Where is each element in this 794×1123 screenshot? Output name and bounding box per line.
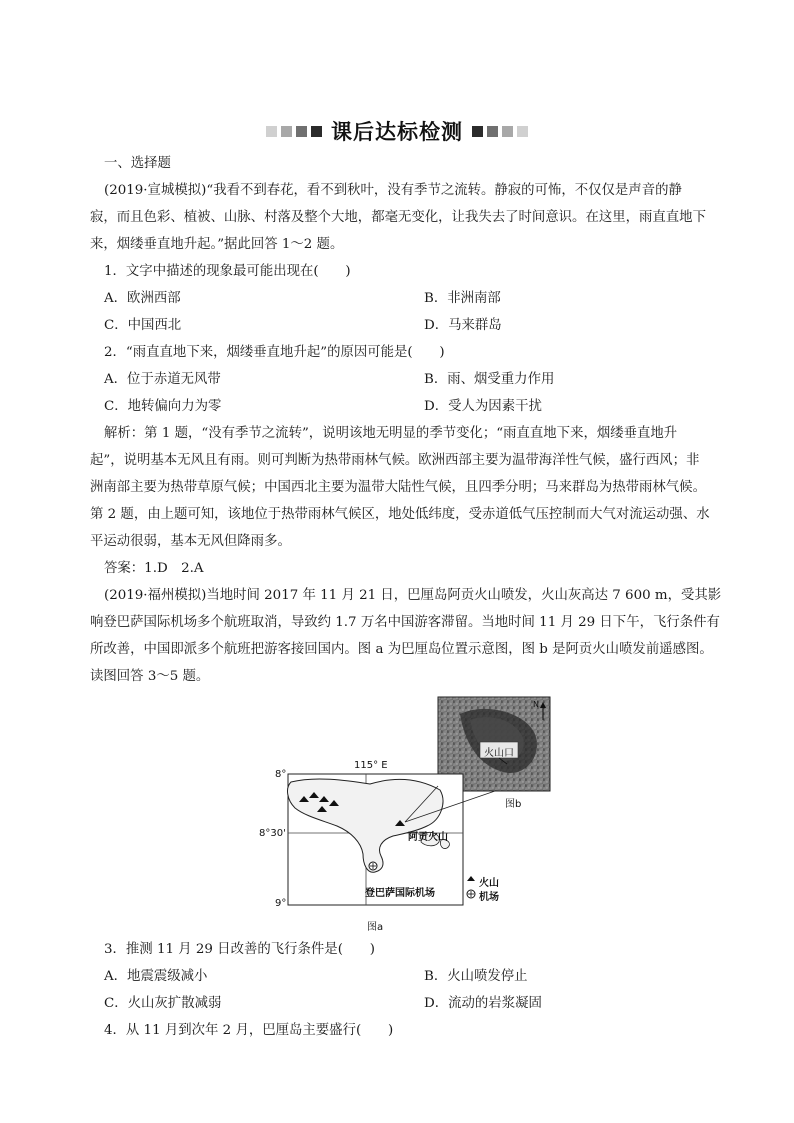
option: D．受人为因素干扰 <box>424 399 542 414</box>
text-block-top <box>90 150 724 690</box>
latitude-label: 8° <box>275 769 287 780</box>
question-stem: 1．文字中描述的现象最可能出现在( ) <box>104 264 351 279</box>
option: B．非洲南部 <box>424 291 501 306</box>
option: A．位于赤道无风带 <box>104 372 221 387</box>
legend-airport-label: 机场 <box>479 892 499 903</box>
airport-label: 登巴萨国际机场 <box>365 888 435 899</box>
decor-square <box>311 126 322 137</box>
intro-line: 来，烟缕垂直地升起。”据此回答 1～2 题。 <box>90 237 344 252</box>
north-label: N <box>533 700 539 709</box>
option-row <box>104 963 724 990</box>
longitude-label: 115° E <box>354 760 388 771</box>
analysis-line: 平运动很弱，基本无风但降雨多。 <box>90 534 291 549</box>
figure-b-caption: 图b <box>505 799 522 810</box>
intro-line: (2019·宣城模拟)“我看不到春花，看不到秋叶，没有季节之流转。静寂的可怖，不仅仅是声音的静 <box>104 183 682 198</box>
decor-square <box>281 126 292 137</box>
decor-square <box>502 126 513 137</box>
decor-square <box>487 126 498 137</box>
option: B．火山喷发停止 <box>424 969 528 984</box>
page-header <box>0 118 794 144</box>
question-stem: 3．推测 11 月 29 日改善的飞行条件是( ) <box>104 942 375 957</box>
decor-square <box>266 126 277 137</box>
option: D．马来群岛 <box>424 318 502 333</box>
option: C．中国西北 <box>104 318 182 333</box>
analysis-line: 解析：第 1 题，“没有季节之流转”，说明该地无明显的季节变化；“雨直直地下来，烟缕垂直地升 <box>104 426 678 441</box>
figure-a-caption: 图a <box>367 922 384 933</box>
analysis-line: 第 2 题，由上题可知，该地位于热带雨林气候区，地处低纬度，受赤道低气压控制而大气对流运动强、水 <box>90 507 710 522</box>
section-title: 一、选择题 <box>104 156 171 171</box>
analysis-line: 起”，说明基本无风且有雨。则可判断为热带雨林气候。欧洲西部主要为温带海洋性气候，盛行西风；非 <box>90 453 700 468</box>
question-stem: 2．“雨直直地下来，烟缕垂直地升起”的原因可能是( ) <box>104 345 445 360</box>
intro-line: (2019·福州模拟)当地时间 2017 年 11 月 21 日，巴厘岛阿贡火山喷发，火山灰高达 7 600 m，受其影 <box>104 588 722 603</box>
page-title: 课后达标检测 <box>331 120 463 144</box>
bali-figure <box>255 694 555 934</box>
latitude-label: 8°30' <box>259 828 286 839</box>
text-block-bottom <box>104 936 724 1044</box>
option-row <box>104 366 724 393</box>
decor-square <box>472 126 483 137</box>
option: C．地转偏向力为零 <box>104 399 222 414</box>
option-row <box>104 312 724 339</box>
decor-square <box>296 126 307 137</box>
latitude-label: 9° <box>275 898 287 909</box>
option: C．火山灰扩散减弱 <box>104 996 222 1011</box>
intro-line: 所改善，中国即派多个航班把游客接回国内。图 a 为巴厘岛位置示意图，图 b 是阿贡火山喷发前遥感图。 <box>90 642 713 657</box>
decor-square <box>517 126 528 137</box>
analysis-line: 洲南部主要为热带草原气候；中国西北主要为温带大陆性气候，且四季分明；马来群岛为热带雨林气候。 <box>90 480 706 495</box>
intro-line: 读图回答 3～5 题。 <box>90 669 210 684</box>
option-row <box>104 285 724 312</box>
intro-line: 寂，而且色彩、植被、山脉、村落及整个大地，都毫无变化，让我失去了时间意识。在这里，雨直直地下 <box>90 210 706 225</box>
question-stem: 4．从 11 月到次年 2 月，巴厘岛主要盛行( ) <box>104 1023 394 1038</box>
option: A．欧洲西部 <box>104 291 181 306</box>
crater-label: 火山口 <box>484 748 514 759</box>
intro-line: 响登巴萨国际机场多个航班取消，导致约 1.7 万名中国游客滞留。当地时间 11 月 29 日下午，飞行条件有 <box>90 615 720 630</box>
answer-line: 答案：1.D 2.A <box>104 561 204 576</box>
option: A．地震震级减小 <box>104 969 208 984</box>
option-row <box>104 990 724 1017</box>
legend-volcano-label: 火山 <box>479 878 499 889</box>
volcano-label: 阿贡火山 <box>408 832 448 843</box>
option-row <box>104 393 724 420</box>
option: B．雨、烟受重力作用 <box>424 372 555 387</box>
option: D．流动的岩浆凝固 <box>424 996 542 1011</box>
